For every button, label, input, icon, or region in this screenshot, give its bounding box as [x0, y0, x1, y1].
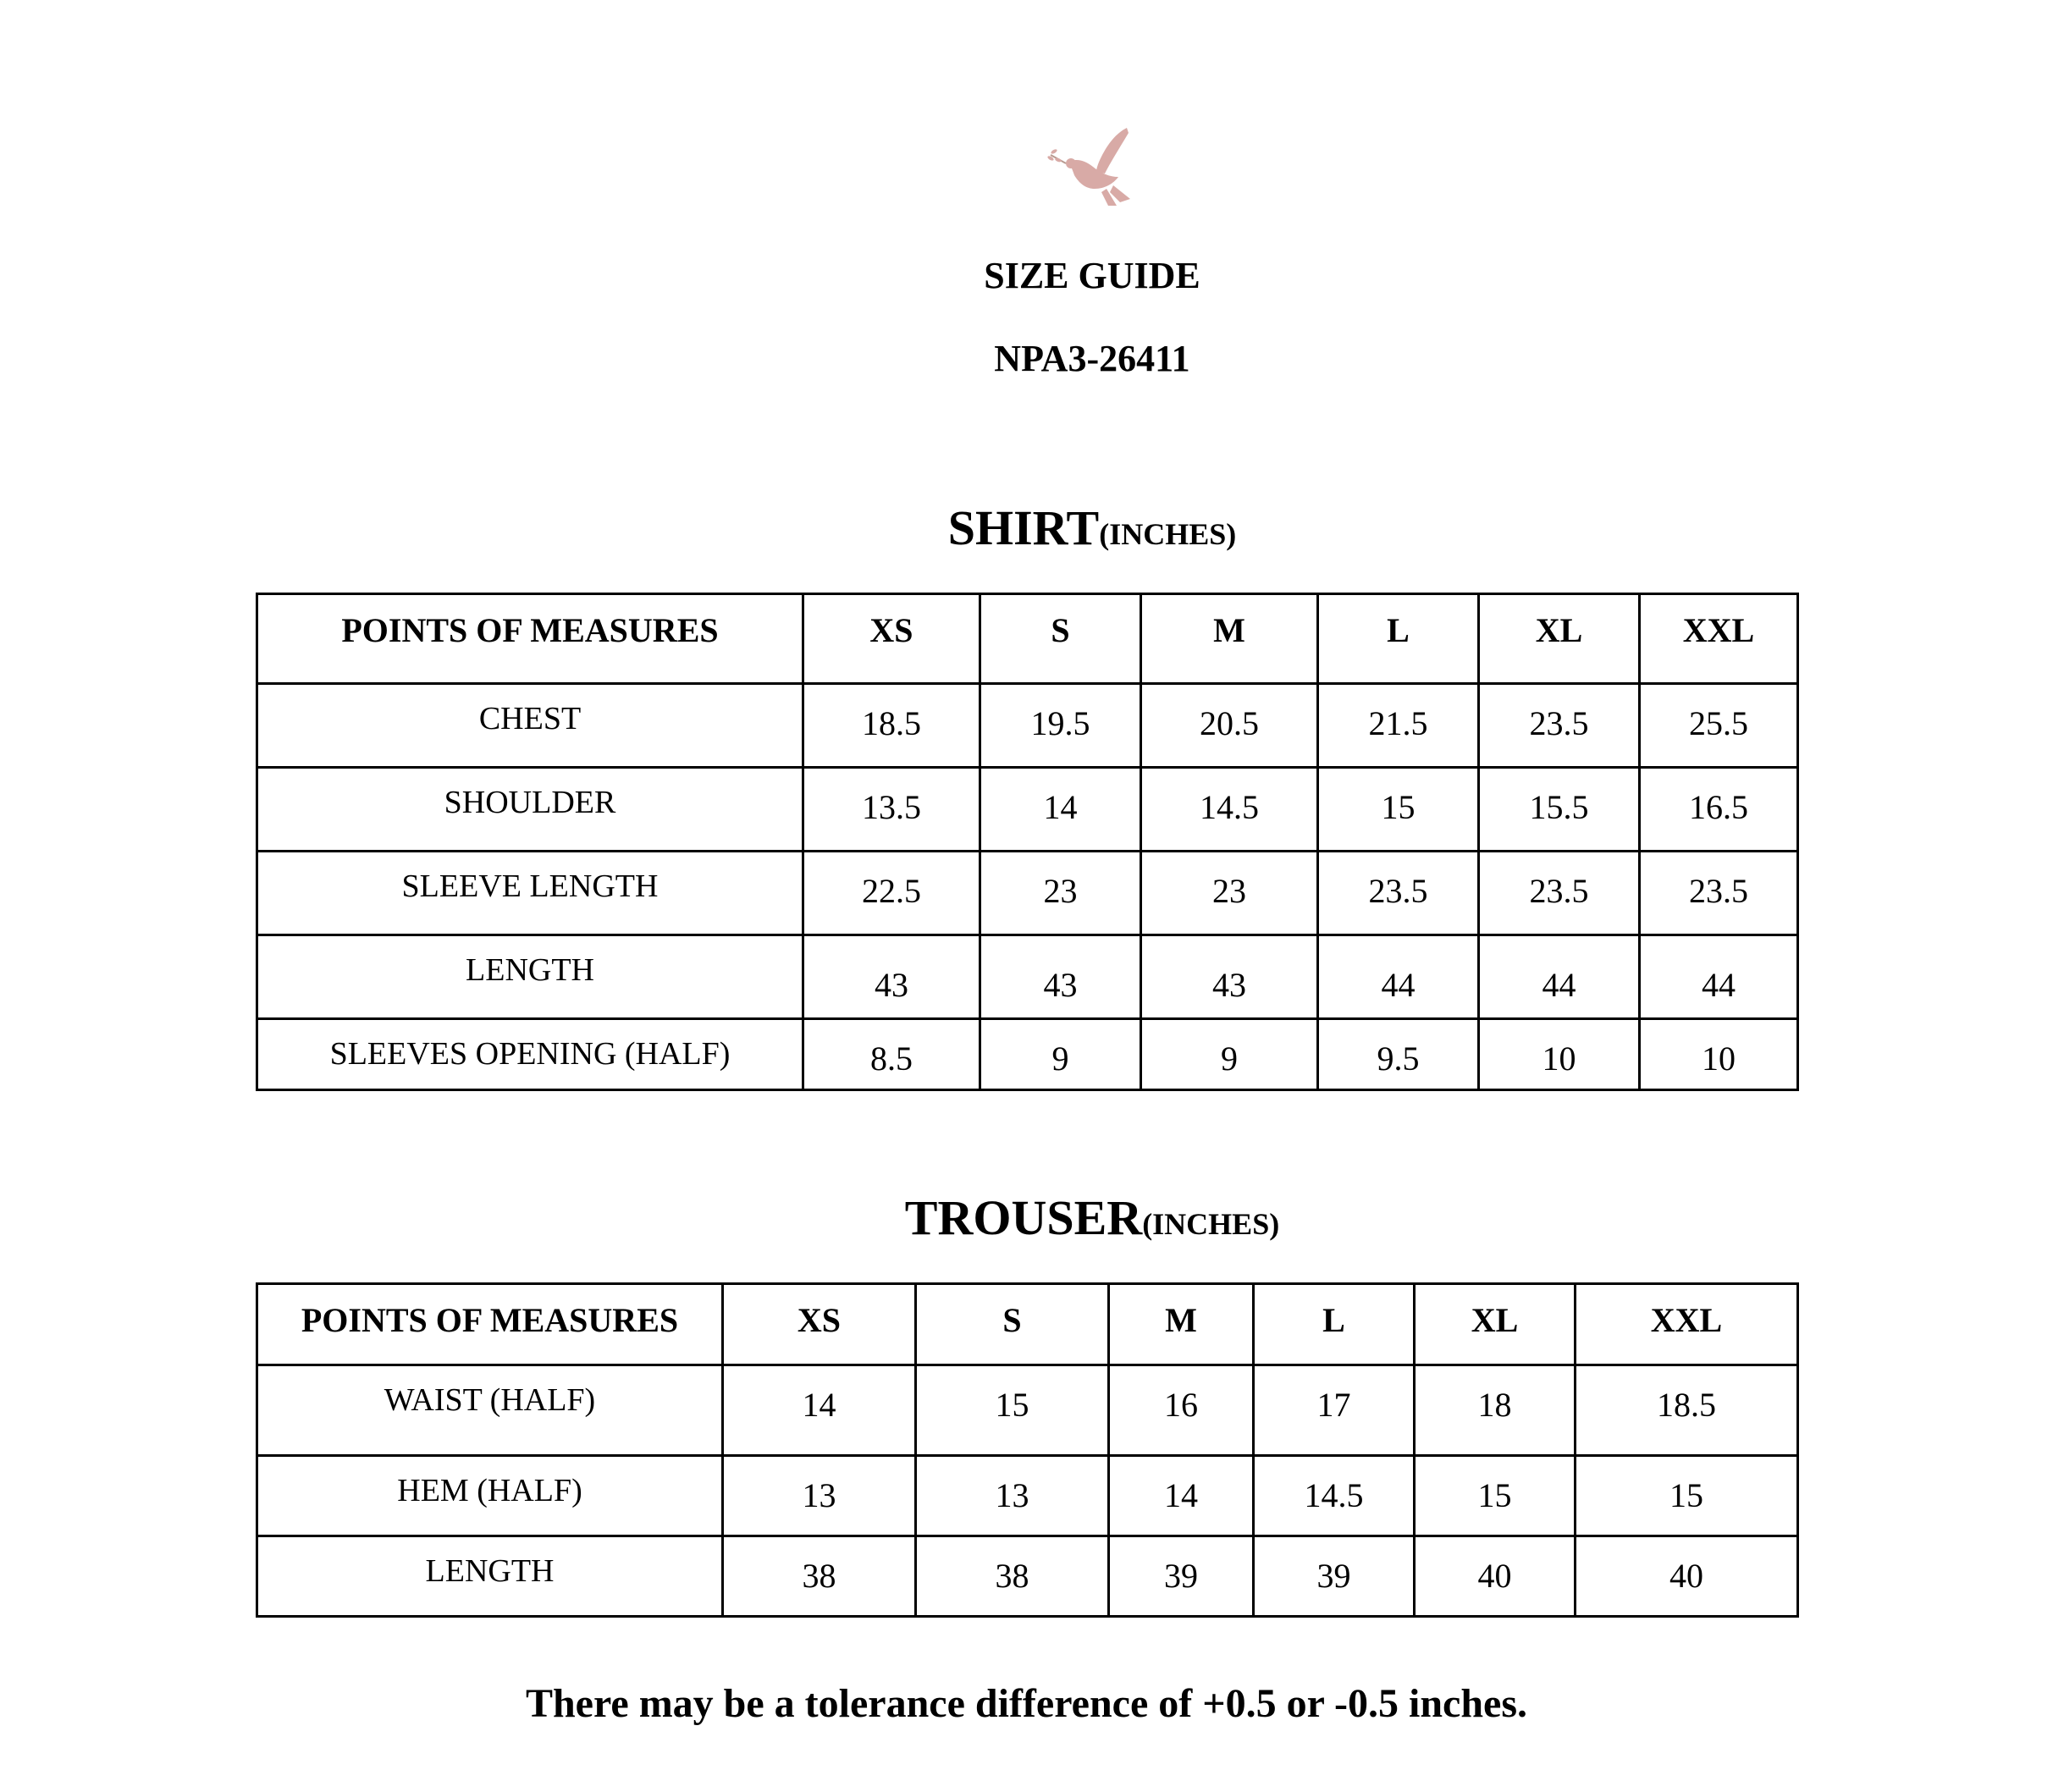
table-cell: 16 [1109, 1365, 1254, 1456]
table-cell: 15 [1415, 1456, 1576, 1536]
table-cell: 9.5 [1318, 1019, 1479, 1090]
table-cell: 9 [980, 1019, 1141, 1090]
table-cell: 43 [1141, 935, 1318, 1019]
column-header: XL [1415, 1284, 1576, 1365]
row-label: SHOULDER [257, 768, 803, 852]
table-cell: 25.5 [1640, 684, 1798, 768]
table-row [257, 935, 1798, 1019]
column-header: POINTS OF MEASURES [257, 594, 803, 684]
table-cell: 22.5 [803, 852, 980, 935]
table-cell: 8.5 [803, 1019, 980, 1090]
row-label: CHEST [257, 684, 803, 768]
table-cell: 23 [980, 852, 1141, 935]
column-header: XXL [1640, 594, 1798, 684]
table-cell: 18 [1415, 1365, 1576, 1456]
row-label: HEM (HALF) [257, 1456, 723, 1536]
table-row [257, 1019, 1798, 1090]
table-cell: 19.5 [980, 684, 1141, 768]
table-cell: 39 [1109, 1536, 1254, 1617]
table-cell: 10 [1479, 1019, 1640, 1090]
table-cell: 39 [1254, 1536, 1415, 1617]
row-label: LENGTH [257, 935, 803, 1019]
table-header-row [257, 1284, 1798, 1365]
trouser-section-title [0, 1189, 2053, 1246]
table-cell: 18.5 [803, 684, 980, 768]
table-header-row [257, 594, 1798, 684]
row-label: WAIST (HALF) [257, 1365, 723, 1456]
table-cell: 23.5 [1479, 852, 1640, 935]
column-header: XXL [1576, 1284, 1798, 1365]
column-header: S [916, 1284, 1109, 1365]
column-header: L [1254, 1284, 1415, 1365]
table-cell: 23.5 [1479, 684, 1640, 768]
table-cell: 20.5 [1141, 684, 1318, 768]
table-cell: 14.5 [1254, 1456, 1415, 1536]
table-cell: 14 [980, 768, 1141, 852]
table-cell: 15 [916, 1365, 1109, 1456]
column-header: POINTS OF MEASURES [257, 1284, 723, 1365]
shirt-size-table [256, 593, 1799, 1091]
table-row [257, 768, 1798, 852]
trouser-title: TROUSER [904, 1190, 1143, 1245]
column-header: M [1141, 594, 1318, 684]
table-row [257, 1536, 1798, 1617]
table-cell: 40 [1415, 1536, 1576, 1617]
table-cell: 38 [916, 1536, 1109, 1617]
table-row [257, 684, 1798, 768]
table-cell: 23.5 [1318, 852, 1479, 935]
table-row [257, 1365, 1798, 1456]
table-cell: 9 [1141, 1019, 1318, 1090]
row-label: SLEEVE LENGTH [257, 852, 803, 935]
table-cell: 13 [723, 1456, 916, 1536]
column-header: M [1109, 1284, 1254, 1365]
table-cell: 21.5 [1318, 684, 1479, 768]
column-header: XS [723, 1284, 916, 1365]
table-row [257, 1456, 1798, 1536]
shirt-title: SHIRT [947, 500, 1100, 555]
table-cell: 14 [1109, 1456, 1254, 1536]
column-header: S [980, 594, 1141, 684]
table-cell: 14 [723, 1365, 916, 1456]
trouser-unit: (INCHES) [1142, 1207, 1280, 1241]
table-cell: 43 [803, 935, 980, 1019]
table-cell: 23.5 [1640, 852, 1798, 935]
table-cell: 43 [980, 935, 1141, 1019]
table-cell: 23 [1141, 852, 1318, 935]
row-label: SLEEVES OPENING (HALF) [257, 1019, 803, 1090]
table-cell: 10 [1640, 1019, 1798, 1090]
table-cell: 44 [1640, 935, 1798, 1019]
dove-logo-icon [1046, 121, 1147, 214]
table-cell: 17 [1254, 1365, 1415, 1456]
table-cell: 15 [1318, 768, 1479, 852]
product-code: NPA3-26411 [994, 338, 1190, 379]
shirt-section-title [0, 499, 2053, 556]
tolerance-note: There may be a tolerance difference of +0.5 or -0.5 inches. [525, 1681, 1528, 1726]
column-header: XS [803, 594, 980, 684]
page-title: SIZE GUIDE [984, 255, 1200, 296]
table-cell: 15 [1576, 1456, 1798, 1536]
column-header: XL [1479, 594, 1640, 684]
table-cell: 13.5 [803, 768, 980, 852]
table-cell: 15.5 [1479, 768, 1640, 852]
table-cell: 18.5 [1576, 1365, 1798, 1456]
table-cell: 40 [1576, 1536, 1798, 1617]
table-row [257, 852, 1798, 935]
table-cell: 44 [1318, 935, 1479, 1019]
shirt-unit: (INCHES) [1099, 517, 1237, 551]
row-label: LENGTH [257, 1536, 723, 1617]
table-cell: 38 [723, 1536, 916, 1617]
trouser-size-table [256, 1282, 1799, 1618]
table-cell: 44 [1479, 935, 1640, 1019]
table-cell: 16.5 [1640, 768, 1798, 852]
column-header: L [1318, 594, 1479, 684]
table-cell: 13 [916, 1456, 1109, 1536]
table-cell: 14.5 [1141, 768, 1318, 852]
